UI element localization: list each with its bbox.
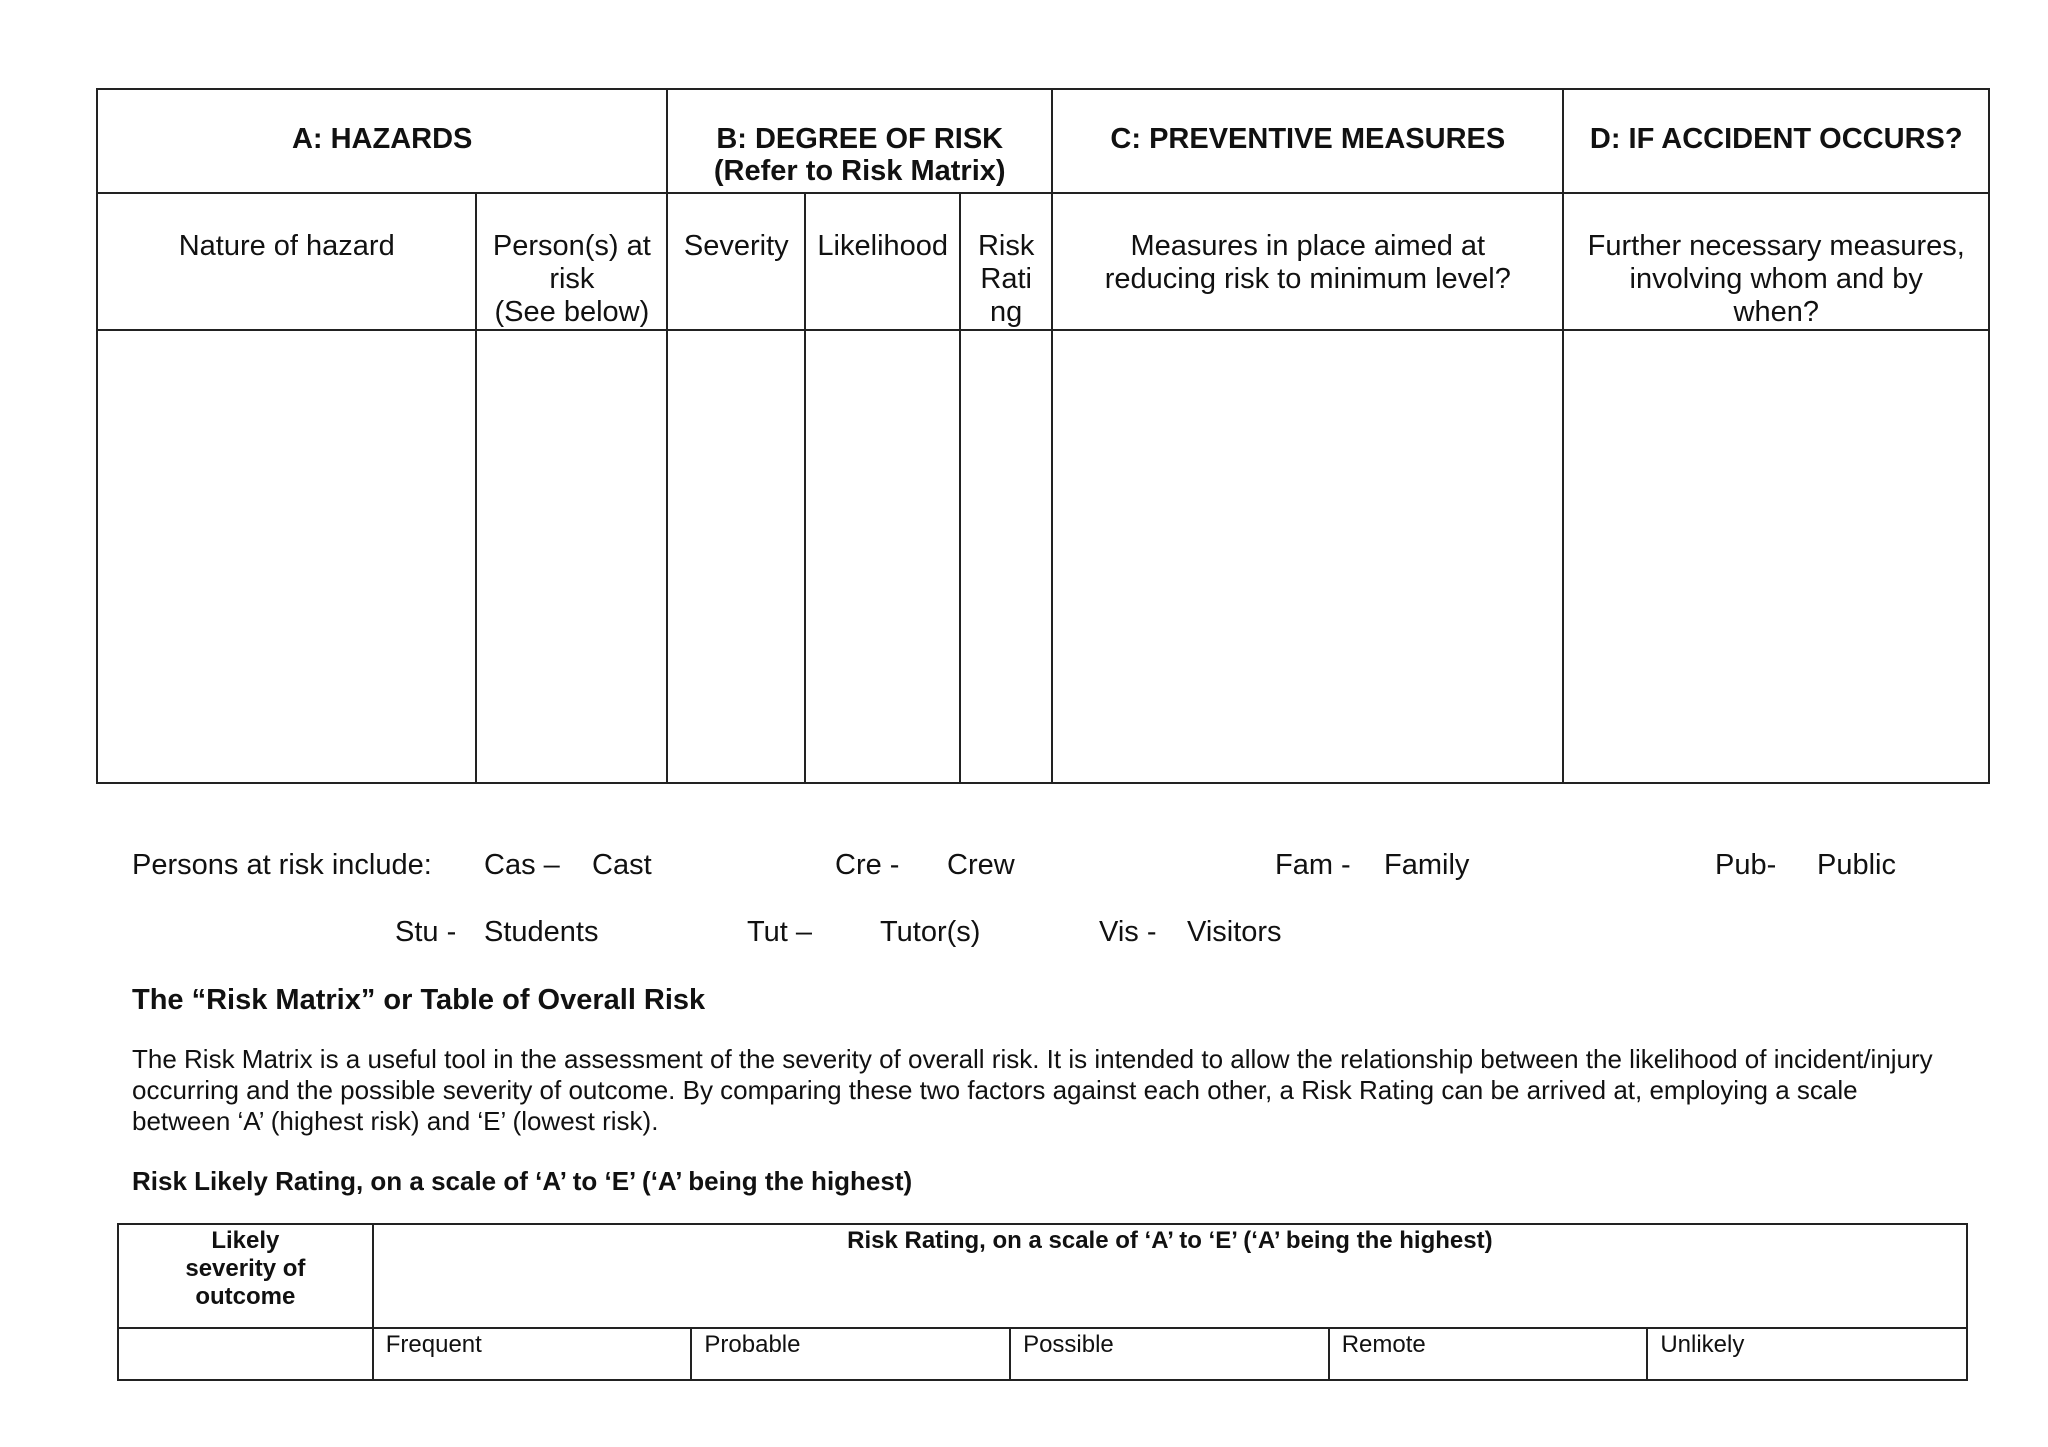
- legend-code-family: Fam -: [1275, 849, 1351, 881]
- risk-rating-cell[interactable]: [960, 330, 1052, 783]
- further-measures-cell[interactable]: [1563, 330, 1989, 783]
- legend-code-public: Pub-: [1715, 849, 1777, 881]
- persons-at-risk-cell[interactable]: [476, 330, 667, 783]
- legend-code-students: Stu -: [395, 916, 457, 948]
- risk-matrix-table: [117, 1223, 1968, 1381]
- hazard-assessment-table: [96, 88, 1990, 784]
- section-b-header: [667, 89, 1052, 193]
- col-nature-of-hazard: Nature of hazard: [97, 193, 476, 330]
- likelihood-unlikely: Unlikely: [1647, 1328, 1967, 1380]
- table-row: [97, 330, 1989, 783]
- legend-code-cast: Cas –: [484, 849, 560, 881]
- col-preventive-measures: Measures in place aimed at reducing risk to minimum level?: [1052, 193, 1563, 330]
- matrix-likelihood-row: [118, 1328, 1967, 1380]
- column-header-row: [97, 193, 1989, 330]
- col-severity: Severity: [667, 193, 805, 330]
- risk-likely-rating-heading: Risk Likely Rating, on a scale of ‘A’ to ‘E’ (‘A’ being the highest): [132, 1166, 913, 1196]
- legend-name-tutors: Tutor(s): [880, 916, 981, 948]
- legend-name-cast: Cast: [592, 849, 652, 881]
- col-persons-at-risk: Person(s) at risk (See below): [476, 193, 667, 330]
- matrix-rating-header: Risk Rating, on a scale of ‘A’ to ‘E’ (‘A’ being the highest): [373, 1224, 1967, 1328]
- section-header-row: [97, 89, 1989, 193]
- persons-at-risk-intro: Persons at risk include:: [132, 849, 432, 881]
- likelihood-probable: Probable: [691, 1328, 1010, 1380]
- nature-of-hazard-cell[interactable]: [97, 330, 476, 783]
- legend-code-crew: Cre -: [835, 849, 900, 881]
- risk-matrix-description: The Risk Matrix is a useful tool in the assessment of the severity of overall risk. It is intended to allow the relationship between the likelihood of incident/injury occurring and the possible severity of outcome. By comparing these two factors against each other, a Risk Rating can be arrived at, employing a scale between ‘A’ (highest risk) and ‘E’ (lowest risk).: [132, 1044, 1933, 1136]
- legend-name-family: Family: [1384, 849, 1470, 881]
- col-likelihood: Likelihood: [805, 193, 960, 330]
- legend-name-crew: Crew: [947, 849, 1015, 881]
- section-c-header: C: PREVENTIVE MEASURES: [1052, 89, 1563, 193]
- section-d-header: D: IF ACCIDENT OCCURS?: [1563, 89, 1989, 193]
- preventive-measures-cell[interactable]: [1052, 330, 1563, 783]
- legend-name-public: Public: [1817, 849, 1896, 881]
- likelihood-possible: Possible: [1010, 1328, 1329, 1380]
- section-a-header: A: HAZARDS: [97, 89, 667, 193]
- likelihood-frequent: Frequent: [373, 1328, 692, 1380]
- legend-code-visitors: Vis -: [1099, 916, 1157, 948]
- legend-code-tutors: Tut –: [747, 916, 813, 948]
- severity-cell[interactable]: [667, 330, 805, 783]
- matrix-header-row: [118, 1224, 1967, 1328]
- likelihood-remote: Remote: [1329, 1328, 1648, 1380]
- likelihood-cell[interactable]: [805, 330, 960, 783]
- risk-matrix-heading: The “Risk Matrix” or Table of Overall Risk: [132, 984, 706, 1016]
- matrix-corner-header: Likely severity of outcome: [118, 1224, 373, 1328]
- matrix-empty-cell: [118, 1328, 373, 1380]
- legend-name-visitors: Visitors: [1187, 916, 1282, 948]
- section-b-subtitle: (Refer to Risk Matrix): [713, 155, 1006, 187]
- col-risk-rating: Risk Rati ng: [960, 193, 1052, 330]
- legend-name-students: Students: [484, 916, 599, 948]
- col-further-measures: Further necessary measures, involving whom and by when?: [1563, 193, 1989, 330]
- section-b-title: B: DEGREE OF RISK: [716, 123, 1004, 155]
